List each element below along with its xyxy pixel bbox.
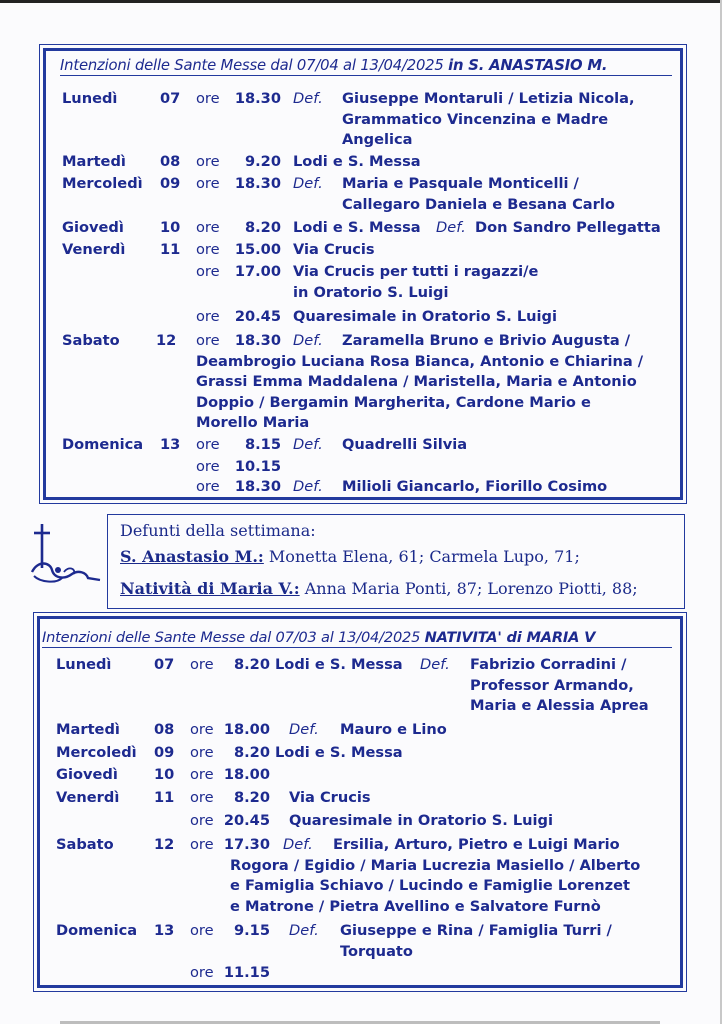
day-number: 12 (156, 332, 177, 349)
ore-label: ore (190, 812, 214, 829)
box3-row-sabato (40, 835, 676, 919)
intention-text: Zaramella Bruno e Brivio Augusta / (342, 332, 631, 349)
ore-label: ore (196, 478, 220, 495)
day-label: Venerdì (56, 789, 120, 806)
intention-text: Ersilia, Arturo, Pietro e Luigi Mario (333, 836, 620, 853)
box1-row-venerdi-3 (46, 307, 676, 329)
def-label: Def. (283, 836, 313, 853)
mass-time: 17.30 (223, 836, 270, 853)
top-edge-line (0, 0, 722, 3)
ore-label: ore (196, 263, 220, 280)
box3-heading-intro: Intenzioni delle Sante Messe dal 07/03 al 13/04/2025 (42, 629, 421, 646)
box1-row-domenica (46, 435, 676, 457)
box3-row-venerdi-2 (40, 811, 676, 833)
box1-heading-intro: Intenzioni delle Sante Messe dal 07/04 al 13/04/2025 (60, 57, 444, 74)
mass-time: 18.30 (234, 175, 281, 192)
box1-row-martedi (46, 152, 676, 174)
day-number: 13 (160, 436, 181, 453)
box3-row-mercoledi (40, 743, 676, 765)
intention-text: Lodi e S. Messa (293, 219, 421, 236)
def-label: Def. (293, 90, 323, 107)
ore-label: ore (190, 744, 214, 761)
ore-label: ore (196, 436, 220, 453)
day-label: Lunedì (62, 90, 118, 107)
deceased-box (107, 514, 685, 609)
day-number: 12 (154, 836, 175, 853)
box3-row-martedi (40, 720, 676, 742)
box3-row-lunedi (40, 655, 676, 719)
box1-row-venerdi-2 (46, 262, 676, 306)
def-label: Def. (436, 219, 466, 236)
intention-text: Mauro e Lino (340, 721, 447, 738)
ore-label: ore (196, 308, 220, 325)
intention-text-2: Don Sandro Pellegatta (475, 219, 661, 236)
intention-pre-text: Lodi e S. Messa (275, 656, 403, 673)
intention-text: Fabrizio Corradini / Professor Armando, Maria e Alessia Aprea (470, 656, 649, 714)
deceased-names: Monetta Elena, 61; Carmela Lupo, 71; (268, 547, 580, 566)
day-number: 13 (154, 922, 175, 939)
deceased-place: S. Anastasio M.: (120, 547, 264, 566)
intention-text-continued: Deambrogio Luciana Rosa Bianca, Antonio e Chiarina / Grassi Emma Maddalena / Maristella, Maria e Antonio Doppio / Bergamin Margherita, Cardone Mario e Morello Maria (196, 352, 644, 431)
ore-label: ore (190, 721, 214, 738)
mass-time: 8.20 (233, 656, 270, 673)
ore-label: ore (190, 922, 214, 939)
day-label: Venerdì (62, 241, 126, 258)
day-label: Domenica (62, 436, 144, 453)
mass-time: 18.00 (223, 766, 270, 783)
intention-text-continued: Rogora / Egidio / Maria Lucrezia Masiello / Alberto e Famiglia Schiavo / Lucindo e Famiglie Lorenzet e Matrone / Pietra Avellino e Salvatore Furnò (230, 856, 641, 915)
box1-row-domenica-3 (46, 477, 676, 499)
intention-text: Giuseppe Montaruli / Letizia Nicola, Grammatico Vincenzina e Madre Angelica (342, 90, 635, 148)
day-label: Mercoledì (62, 175, 143, 192)
intention-text: Maria e Pasquale Monticelli / Callegaro Daniela e Besana Carlo (342, 175, 615, 213)
day-number: 11 (154, 789, 175, 806)
mass-time: 8.15 (244, 436, 281, 453)
intention-text: Via Crucis per tutti i ragazzi/e in Oratorio S. Luigi (293, 263, 539, 301)
day-number: 11 (160, 241, 181, 258)
def-label: Def. (289, 922, 319, 939)
deceased-names: Anna Maria Ponti, 87; Lorenzo Piotti, 88; (304, 579, 638, 598)
def-label: Def. (293, 175, 323, 192)
intention-text: Lodi e S. Messa (293, 153, 421, 170)
box3-row-giovedi (40, 765, 676, 787)
ore-label: ore (196, 241, 220, 258)
box1-row-giovedi (46, 218, 676, 240)
mass-time: 9.15 (233, 922, 270, 939)
day-number: 09 (160, 175, 181, 192)
def-label: Def. (293, 478, 323, 495)
def-label: Def. (293, 436, 323, 453)
mass-time: 17.00 (234, 263, 281, 280)
masses-box-s-anastasio (43, 48, 683, 500)
box3-row-venerdi (40, 788, 676, 810)
intention-text: Milioli Giancarlo, Fiorillo Cosimo (342, 478, 608, 495)
mass-time: 9.20 (244, 153, 281, 170)
intention-text: Via Crucis (289, 789, 371, 806)
intention-text: Giuseppe e Rina / Famiglia Turri / Torquato (340, 922, 612, 960)
mass-time: 18.30 (234, 478, 281, 495)
mass-time: 8.20 (233, 789, 270, 806)
box3-heading (42, 629, 672, 648)
ore-label: ore (196, 153, 220, 170)
ore-label: ore (196, 219, 220, 236)
def-label: Def. (420, 656, 450, 673)
mass-time: 18.30 (234, 332, 281, 349)
day-number: 09 (154, 744, 175, 761)
ore-label: ore (190, 789, 214, 806)
day-number: 07 (154, 656, 175, 673)
day-label: Domenica (56, 922, 138, 939)
box1-row-mercoledi (46, 174, 676, 218)
deceased-label: Defunti della settimana: (120, 521, 316, 540)
day-number: 08 (154, 721, 175, 738)
ore-label: ore (190, 656, 214, 673)
ore-label: ore (196, 90, 220, 107)
ore-label: ore (190, 836, 214, 853)
intention-text: Lodi e S. Messa (275, 744, 403, 761)
deceased-place: Natività di Maria V.: (120, 579, 300, 598)
day-label: Sabato (62, 332, 120, 349)
mass-time: 18.30 (234, 90, 281, 107)
day-label: Sabato (56, 836, 114, 853)
deceased-line-nativita (120, 579, 638, 598)
day-number: 08 (160, 153, 181, 170)
box1-row-domenica-2 (46, 457, 676, 479)
ore-label: ore (196, 332, 220, 349)
ore-label: ore (190, 964, 214, 981)
box3-row-domenica (40, 921, 676, 965)
mass-time: 15.00 (234, 241, 281, 258)
ore-label: ore (190, 766, 214, 783)
intention-text: Via Crucis (293, 241, 375, 258)
day-number: 10 (160, 219, 181, 236)
box3-heading-place: NATIVITA' di MARIA V (424, 629, 596, 646)
day-label: Giovedì (56, 766, 118, 783)
deceased-line-anastasio (120, 547, 580, 566)
mass-time: 10.15 (234, 458, 281, 475)
masses-box-nativita (37, 616, 683, 988)
ore-label: ore (196, 175, 220, 192)
day-number: 10 (154, 766, 175, 783)
cross-with-flourish-icon (28, 520, 104, 586)
box1-row-venerdi (46, 240, 676, 262)
intention-text: Quadrelli Silvia (342, 436, 468, 453)
intention-text: Quaresimale in Oratorio S. Luigi (289, 812, 553, 829)
mass-time: 8.20 (244, 219, 281, 236)
day-label: Mercoledì (56, 744, 137, 761)
intention-text: Quaresimale in Oratorio S. Luigi (293, 308, 557, 325)
box1-heading-place: in S. ANASTASIO M. (448, 57, 608, 74)
box1-row-lunedi (46, 89, 676, 153)
mass-time: 20.45 (223, 812, 270, 829)
day-label: Giovedì (62, 219, 124, 236)
mass-time: 8.20 (233, 744, 270, 761)
ore-label: ore (196, 458, 220, 475)
box1-heading (60, 57, 672, 76)
def-label: Def. (289, 721, 319, 738)
day-label: Lunedì (56, 656, 112, 673)
mass-time: 11.15 (223, 964, 270, 981)
box3-row-domenica-2 (40, 963, 676, 985)
mass-time: 18.00 (223, 721, 270, 738)
mass-time: 20.45 (234, 308, 281, 325)
day-label: Martedì (56, 721, 120, 738)
def-label: Def. (293, 332, 323, 349)
day-label: Martedì (62, 153, 126, 170)
box1-row-sabato (46, 331, 676, 435)
day-number: 07 (160, 90, 181, 107)
